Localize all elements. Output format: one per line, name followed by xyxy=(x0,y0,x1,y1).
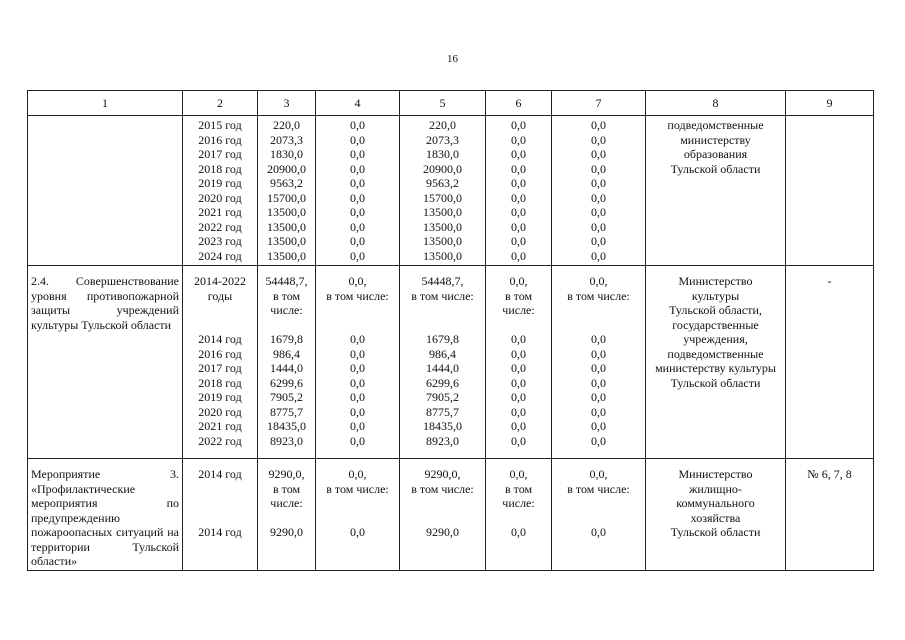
value-line: 220,0 xyxy=(429,118,456,132)
value-line: 13500,0 xyxy=(267,205,306,219)
year-line: 2014 год xyxy=(198,332,242,346)
value-line: 0,0 xyxy=(591,404,606,419)
executor-cell xyxy=(646,266,786,459)
value-line: 0,0 xyxy=(350,332,365,346)
summary-line xyxy=(183,318,257,333)
year-line: 2022 год xyxy=(198,433,242,448)
executor-line: Тульской области xyxy=(670,161,761,176)
value-line: 0,0 xyxy=(350,346,365,361)
cell-col7 xyxy=(552,266,646,459)
value-line: 0,0 xyxy=(591,234,606,248)
value-line: 0,0 xyxy=(350,118,365,132)
value-line: 18435,0 xyxy=(267,419,306,433)
year-line: 2017 год xyxy=(198,147,242,161)
year-line: 2019 год xyxy=(198,176,242,190)
summary-line: в том xyxy=(272,481,301,496)
executor-cell xyxy=(646,459,786,571)
summary-line: в том xyxy=(272,288,301,303)
cell-col7 xyxy=(552,116,646,266)
summary-line: в том xyxy=(504,481,533,496)
value-line: 1679,8 xyxy=(426,332,459,346)
value-line: 6299,6 xyxy=(270,375,303,390)
value-line: 1830,0 xyxy=(426,147,459,161)
summary-line: в том числе: xyxy=(326,288,389,303)
summary-line xyxy=(316,511,399,526)
cell-col7 xyxy=(552,459,646,571)
year-line: 2018 год xyxy=(198,375,242,390)
value-line: 9290,0 xyxy=(426,525,459,539)
summary-line xyxy=(400,511,485,526)
executor-line: министерству культуры xyxy=(655,361,776,375)
executor-line: министерству xyxy=(680,132,751,147)
value-line: 986,4 xyxy=(273,346,300,361)
year-line: 2021 год xyxy=(198,419,242,433)
header-cell: 4 xyxy=(316,91,400,116)
value-line: 0,0 xyxy=(511,248,526,263)
summary-line xyxy=(552,303,645,318)
cell-col4 xyxy=(316,459,400,571)
value-line: 18435,0 xyxy=(423,419,462,433)
header-cell: 7 xyxy=(552,91,646,116)
value-line: 1444,0 xyxy=(426,361,459,375)
executor-line: учреждения, xyxy=(683,332,748,346)
year-line: 2024 год xyxy=(198,248,242,263)
value-line: 0,0 xyxy=(511,361,526,375)
value-line: 1830,0 xyxy=(270,147,303,161)
value-line: 0,0 xyxy=(591,190,606,205)
header-cell: 3 xyxy=(258,91,316,116)
summary-line: в том числе: xyxy=(411,481,474,496)
value-line: 7905,2 xyxy=(270,390,303,404)
cell-col2 xyxy=(183,266,258,459)
value-line: 0,0 xyxy=(350,361,365,375)
value-line: 0,0 xyxy=(511,161,526,176)
year-line: 2022 год xyxy=(198,219,242,234)
value-line: 0,0 xyxy=(350,205,365,219)
indicator-text xyxy=(786,116,873,118)
value-line: 0,0 xyxy=(591,346,606,361)
summary-line xyxy=(552,496,645,511)
summary-line xyxy=(258,511,315,526)
value-line: 0,0 xyxy=(350,161,365,176)
value-line: 0,0 xyxy=(591,205,606,219)
summary-line: 9290,0, xyxy=(268,467,305,481)
value-line: 0,0 xyxy=(591,433,606,448)
value-line: 13500,0 xyxy=(267,248,306,263)
year-line: 2018 год xyxy=(198,161,242,176)
summary-line xyxy=(183,482,257,497)
value-line: 20900,0 xyxy=(267,161,306,176)
executor-line: подведомственные xyxy=(667,346,764,361)
summary-line: годы xyxy=(207,288,233,303)
summary-line: 2014 год xyxy=(198,467,242,481)
header-row xyxy=(28,91,874,116)
value-line: 13500,0 xyxy=(267,234,306,248)
summary-line xyxy=(316,303,399,318)
executor-line: подведомственные xyxy=(667,118,764,132)
value-line: 0,0 xyxy=(350,132,365,147)
summary-line xyxy=(486,511,551,526)
value-line: 1679,8 xyxy=(270,332,303,346)
value-line: 8923,0 xyxy=(270,433,303,448)
summary-line: в том числе: xyxy=(326,481,389,496)
value-line: 0,0 xyxy=(591,375,606,390)
executor-cell xyxy=(646,116,786,266)
value-line: 0,0 xyxy=(350,147,365,161)
summary-line xyxy=(552,318,645,333)
value-line: 13500,0 xyxy=(423,205,462,219)
value-line: 0,0 xyxy=(350,234,365,248)
summary-line: 0,0, xyxy=(589,467,608,481)
value-line: 0,0 xyxy=(591,161,606,176)
activity-description xyxy=(28,116,183,266)
value-line: 0,0 xyxy=(511,147,526,161)
indicator-text: - xyxy=(827,274,832,288)
executor-line: культуры xyxy=(691,288,740,303)
summary-line xyxy=(552,511,645,526)
value-line: 0,0 xyxy=(591,176,606,190)
year-line: 2023 год xyxy=(198,234,242,248)
summary-line xyxy=(258,318,315,333)
value-line: 0,0 xyxy=(350,419,365,433)
executor-line: хозяйства xyxy=(690,510,741,525)
value-line: 8923,0 xyxy=(426,433,459,448)
value-line: 0,0 xyxy=(511,219,526,234)
summary-line: в том xyxy=(504,288,533,303)
summary-line: числе: xyxy=(270,303,303,317)
value-line: 0,0 xyxy=(350,390,365,404)
page-number: 16 xyxy=(447,53,458,65)
value-line: 0,0 xyxy=(511,525,526,539)
value-line: 0,0 xyxy=(350,248,365,263)
summary-line: числе: xyxy=(502,303,535,317)
cell-col3 xyxy=(258,266,316,459)
value-line: 9563,2 xyxy=(426,176,459,190)
summary-line xyxy=(400,303,485,318)
year-line: 2017 год xyxy=(198,361,242,375)
summary-line: числе: xyxy=(270,496,303,510)
cell-col3 xyxy=(258,116,316,266)
value-line: 0,0 xyxy=(511,390,526,404)
value-line: 8775,7 xyxy=(426,404,459,419)
cell-col6 xyxy=(486,266,552,459)
year-line: 2014 год xyxy=(198,525,242,539)
value-line: 0,0 xyxy=(511,375,526,390)
value-line: 1444,0 xyxy=(270,361,303,375)
indicator-cell xyxy=(786,266,874,459)
indicator-cell xyxy=(786,116,874,266)
summary-line xyxy=(183,496,257,511)
value-line: 0,0 xyxy=(350,176,365,190)
value-line: 220,0 xyxy=(273,118,300,132)
value-line: 9290,0 xyxy=(270,525,303,539)
executor-line: государственные xyxy=(672,317,759,332)
cell-col5 xyxy=(400,266,486,459)
executor-line: коммунального xyxy=(676,496,755,510)
header-cell: 2 xyxy=(183,91,258,116)
program-table xyxy=(27,90,874,571)
summary-line: 0,0, xyxy=(348,467,367,481)
activity-description xyxy=(28,459,183,571)
summary-line: 0,0, xyxy=(589,274,608,288)
year-line: 2015 год xyxy=(198,118,242,132)
value-line: 0,0 xyxy=(350,219,365,234)
year-line: 2016 год xyxy=(198,132,242,147)
executor-line: Тульской области, xyxy=(669,303,762,317)
value-line: 0,0 xyxy=(591,419,606,433)
cell-col3 xyxy=(258,459,316,571)
value-line: 0,0 xyxy=(591,390,606,404)
summary-line: 0,0, xyxy=(348,274,367,288)
value-line: 0,0 xyxy=(591,118,606,132)
header-cell: 5 xyxy=(400,91,486,116)
value-line: 0,0 xyxy=(511,404,526,419)
value-line: 7905,2 xyxy=(426,390,459,404)
year-line: 2020 год xyxy=(198,190,242,205)
value-line: 15700,0 xyxy=(267,190,306,205)
description-text: Мероприятие 3. «Профилактические мероприятия по предупреждению пожароопасных ситуаций на территории Тульской области» xyxy=(31,467,179,568)
summary-line: 54448,7, xyxy=(265,274,308,288)
value-line: 0,0 xyxy=(350,525,365,539)
value-line: 0,0 xyxy=(591,248,606,263)
cell-col2 xyxy=(183,459,258,571)
value-line: 0,0 xyxy=(511,234,526,248)
header-cell: 8 xyxy=(646,91,786,116)
value-line: 0,0 xyxy=(591,332,606,346)
executor-line: Министерство xyxy=(678,467,753,481)
table-row xyxy=(28,266,874,459)
value-line: 0,0 xyxy=(591,525,606,539)
value-line: 0,0 xyxy=(591,361,606,375)
summary-line: 9290,0, xyxy=(424,467,461,481)
value-line: 0,0 xyxy=(511,118,526,132)
summary-line: в том числе: xyxy=(567,288,630,303)
value-line: 0,0 xyxy=(350,375,365,390)
indicator-text: № 6, 7, 8 xyxy=(807,467,852,481)
value-line: 0,0 xyxy=(511,433,526,448)
summary-line: числе: xyxy=(502,496,535,510)
summary-line xyxy=(400,496,485,511)
year-line: 2020 год xyxy=(198,404,242,419)
executor-line: Министерство xyxy=(678,274,753,288)
header-cell: 9 xyxy=(786,91,874,116)
value-line: 0,0 xyxy=(350,404,365,419)
summary-line: в том числе: xyxy=(567,481,630,496)
value-line: 0,0 xyxy=(511,132,526,147)
summary-line xyxy=(486,318,551,333)
value-line: 0,0 xyxy=(511,205,526,219)
value-line: 0,0 xyxy=(511,332,526,346)
executor-line: жилищно- xyxy=(689,481,742,496)
value-line: 6299,6 xyxy=(426,375,459,390)
value-line: 0,0 xyxy=(591,147,606,161)
value-line: 0,0 xyxy=(591,219,606,234)
header-cell: 1 xyxy=(28,91,183,116)
summary-line: в том числе: xyxy=(411,288,474,303)
value-line: 20900,0 xyxy=(423,161,462,176)
value-line: 0,0 xyxy=(350,190,365,205)
cell-col6 xyxy=(486,116,552,266)
summary-line xyxy=(400,318,485,333)
summary-line: 0,0, xyxy=(509,274,528,288)
cell-col4 xyxy=(316,266,400,459)
value-line: 2073,3 xyxy=(426,132,459,147)
value-line: 9563,2 xyxy=(270,176,303,190)
value-line: 15700,0 xyxy=(423,190,462,205)
year-line: 2019 год xyxy=(198,390,242,404)
year-line: 2016 год xyxy=(198,346,242,361)
year-line: 2021 год xyxy=(198,205,242,219)
cell-col4 xyxy=(316,116,400,266)
value-line: 13500,0 xyxy=(423,248,462,263)
indicator-cell xyxy=(786,459,874,571)
value-line: 0,0 xyxy=(591,132,606,147)
value-line: 0,0 xyxy=(511,419,526,433)
value-line: 2073,3 xyxy=(270,132,303,147)
value-line: 0,0 xyxy=(511,190,526,205)
cell-col6 xyxy=(486,459,552,571)
cell-col5 xyxy=(400,459,486,571)
executor-line: Тульской области xyxy=(670,375,761,390)
value-line: 986,4 xyxy=(429,346,456,361)
table-row xyxy=(28,459,874,571)
activity-description xyxy=(28,266,183,459)
value-line: 13500,0 xyxy=(423,219,462,234)
cell-col5 xyxy=(400,116,486,266)
executor-line: образования xyxy=(683,147,748,161)
cell-col2 xyxy=(183,116,258,266)
table-row xyxy=(28,116,874,266)
description-text: 2.4. Совершенствование уровня противопожарной защиты учреждений культуры Тульской области xyxy=(31,274,179,332)
value-line: 8775,7 xyxy=(270,404,303,419)
value-line: 0,0 xyxy=(511,346,526,361)
value-line: 13500,0 xyxy=(267,219,306,234)
header-cell: 6 xyxy=(486,91,552,116)
summary-line: 54448,7, xyxy=(421,274,464,288)
summary-line: 0,0, xyxy=(509,467,528,481)
summary-line: 2014-2022 xyxy=(194,274,246,288)
summary-line xyxy=(316,496,399,511)
value-line: 13500,0 xyxy=(423,234,462,248)
summary-line xyxy=(183,511,257,526)
summary-line xyxy=(183,303,257,318)
value-line: 0,0 xyxy=(350,433,365,448)
executor-line: Тульской области xyxy=(670,525,761,539)
summary-line xyxy=(316,318,399,333)
value-line: 0,0 xyxy=(511,176,526,190)
